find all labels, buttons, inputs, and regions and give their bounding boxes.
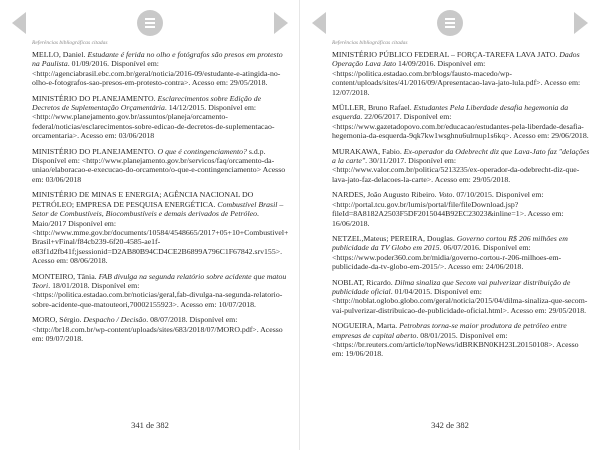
reference-entry: MINISTÉRIO DO PLANEJAMENTO. O que é contingenciamento? s.d.p. Disponível em: <http://www.planejamento.gov.br/servicos/faq/orcamento-da-uniao/elaboracao-e-execucao-do-orcamento/o-que-e-contingenciamento> Acesso em: 03/06/2018: [32, 146, 286, 184]
next-page-button[interactable]: [270, 8, 294, 38]
reference-entry: MÜLLER, Bruno Rafael. Estudantes Pela Liberdade desafia hegemonia da esquerda. 22/06/2017. Disponível em: <https://www.gazetadopovo.com.br/educacao/estudantes-pela-liberdade-desafia-hegemonia-da-esquerda-9qk7kw1wsghnu6ulrnup1s6kq>. Acesso em: 29/06/2018.: [332, 103, 589, 141]
reference-entry: MINISTÉRIO DO PLANEJAMENTO. Esclarecimentos sobre Edição de Decretos de Suplementação Orçamentária. 14/12/2015. Disponível em: <http://www.planejamento.gov.br/assuntos/planeja/orcamento-federal/noticias/esclarecimentos-sobre-edicao-de-decretos-de-suplementacao-orcamentaria>. Acesso em: 03/06/2018: [32, 93, 275, 141]
reference-entry: NARDES, João Augusto Ribeiro. Voto. 07/10/2015. Disponível em: <http://portal.tcu.gov.br/lumis/portal/file/fileDownload.jsp?fileId=8A8182A2503F5DF2015044B92EC23023&inline=1>. Acesso em: 16/06/2018.: [332, 190, 564, 228]
right-page-nav: [304, 8, 596, 38]
bibliography-list: [332, 50, 590, 365]
hamburger-menu-icon: [145, 18, 155, 20]
reference-entry: MONTEIRO, Tânia. FAB divulga na segunda relatório sobre acidente que matou Teori. 18/01/2018. Disponível em: <https://politica.estadao.com.br/noticias/geral,fab-divulga-na-segunda-relatorio-sobre-acidente-que-matouteori,70002155923>. Acesso em: 10/07/2018.: [32, 271, 287, 309]
page-number: 342 de 382: [431, 420, 469, 430]
book-spine: [299, 0, 300, 450]
reference-entry: NETZEL,Mateus; PEREIRA, Douglas. Governo cortou R$ 206 milhões em publicidade da TV Globo em 2015. 06/07/2016. Disponível em: <https://www.poder360.com.br/midia/governo-cortou-r-206-milhoes-em-publicidade-da-tv-globo-em-2015/>. Acesso em: 24/06/2018.: [332, 233, 568, 272]
triangle-left-icon: [12, 12, 26, 34]
reference-entry: MORO, Sérgio. Despacho / Decisão. 08/07/2018. Disponível em: <http://br18.com.br/wp-content/uploads/sites/683/2018/07/MORO.pdf>. Acesso em: 09/07/2018.: [32, 315, 283, 343]
previous-page-button[interactable]: [306, 8, 330, 38]
left-page-nav: [4, 8, 296, 38]
reference-entry: MINISTÉRIO PÚBLICO FEDERAL – FORÇA-TAREFA LAVA JATO. Dados Operação Lava Jato 14/09/2016. Disponível em: <https://politica.estadao.com.br/blogs/fausto-macedo/wp-content/uploads/sites/41/2016/09/Apresentacao-lava-jato-lula.pdf>. Acesso em: 12/07/2018.: [332, 50, 581, 97]
triangle-right-icon: [574, 12, 588, 34]
right-page: [304, 0, 596, 450]
menu-button[interactable]: [137, 10, 163, 36]
hamburger-menu-icon: [445, 18, 455, 20]
next-page-button[interactable]: [570, 8, 594, 38]
bibliography-list: [32, 50, 290, 349]
reference-entry: MURAKAWA, Fabio. Ex-operador da Odebrecht diz que Lava-Jato faz "delações a la carte". 30/11/2017. Disponível em: <http://www.valor.com.br/politica/5213235/ex-operador-da-odebrecht-diz-que-lava-jato-faz-delacoes-la-carte>. Acesso em: 29/05/2018.: [332, 146, 590, 184]
running-head: Referências bibliográficas citadas: [32, 40, 108, 46]
running-head: Referências bibliográficas citadas: [332, 40, 408, 46]
reference-entry: MELLO, Daniel. Estudante é ferida no olho e fotógrafos são presos em protesto na Paulista. 01/09/2016. Disponível em: <http://agenciabrasil.ebc.com.br/geral/noticia/2016-09/estudante-e-atingida-no-olho-e-fotografos-sao-presos-em-protesto-contra>. Acesso em: 29/05/2018.: [32, 50, 283, 88]
left-page: [4, 0, 296, 450]
menu-button[interactable]: [437, 10, 463, 36]
reference-entry: MINISTÉRIO DE MINAS E ENERGIA; AGÊNCIA NACIONAL DO PETRÓLEO; EMPRESA DE PESQUISA ENERGÉTICA. Combustível Brasil – Setor de Combustíveis, Biocombustíveis e demais derivados de Petróleo. Maio/2017 Disponível em: <http://www.mme.gov.br/documents/10584/4548665/2017+05+10+Combustivel+Brasil+vFinal/f84cb239-6f20-4585-ae1f-e83f1d2fb41f;jsessionid=D2AB80B94CD4CE2B6899A796C1F67842.srv155>. Acesso em: 08/06/2018.: [32, 190, 289, 266]
triangle-left-icon: [312, 12, 326, 34]
reference-entry: NOGUEIRA, Marta. Petrobras torna-se maior produtora de petróleo entre empresas de capital aberto. 08/01/2015. Disponível em: <https://br.reuters.com/article/topNews/idBRKBN0KH23L20150108>. Acesso em: 19/06/2018.: [332, 321, 579, 359]
triangle-right-icon: [274, 12, 288, 34]
previous-page-button[interactable]: [6, 8, 30, 38]
page-number: 341 de 382: [131, 420, 169, 430]
reference-entry: NOBLAT, Ricardo. Dilma sinaliza que Secom vai pulverizar distribuição de publicidade oficial. 01/04/2015. Disponível em: <http://noblat.oglobo.globo.com/geral/noticia/2015/04/dilma-sinaliza-que-secom-vai-pulverizar-distribuicao-de-publicidade-oficial.html>. Acesso em: 29/05/2018.: [332, 277, 588, 315]
